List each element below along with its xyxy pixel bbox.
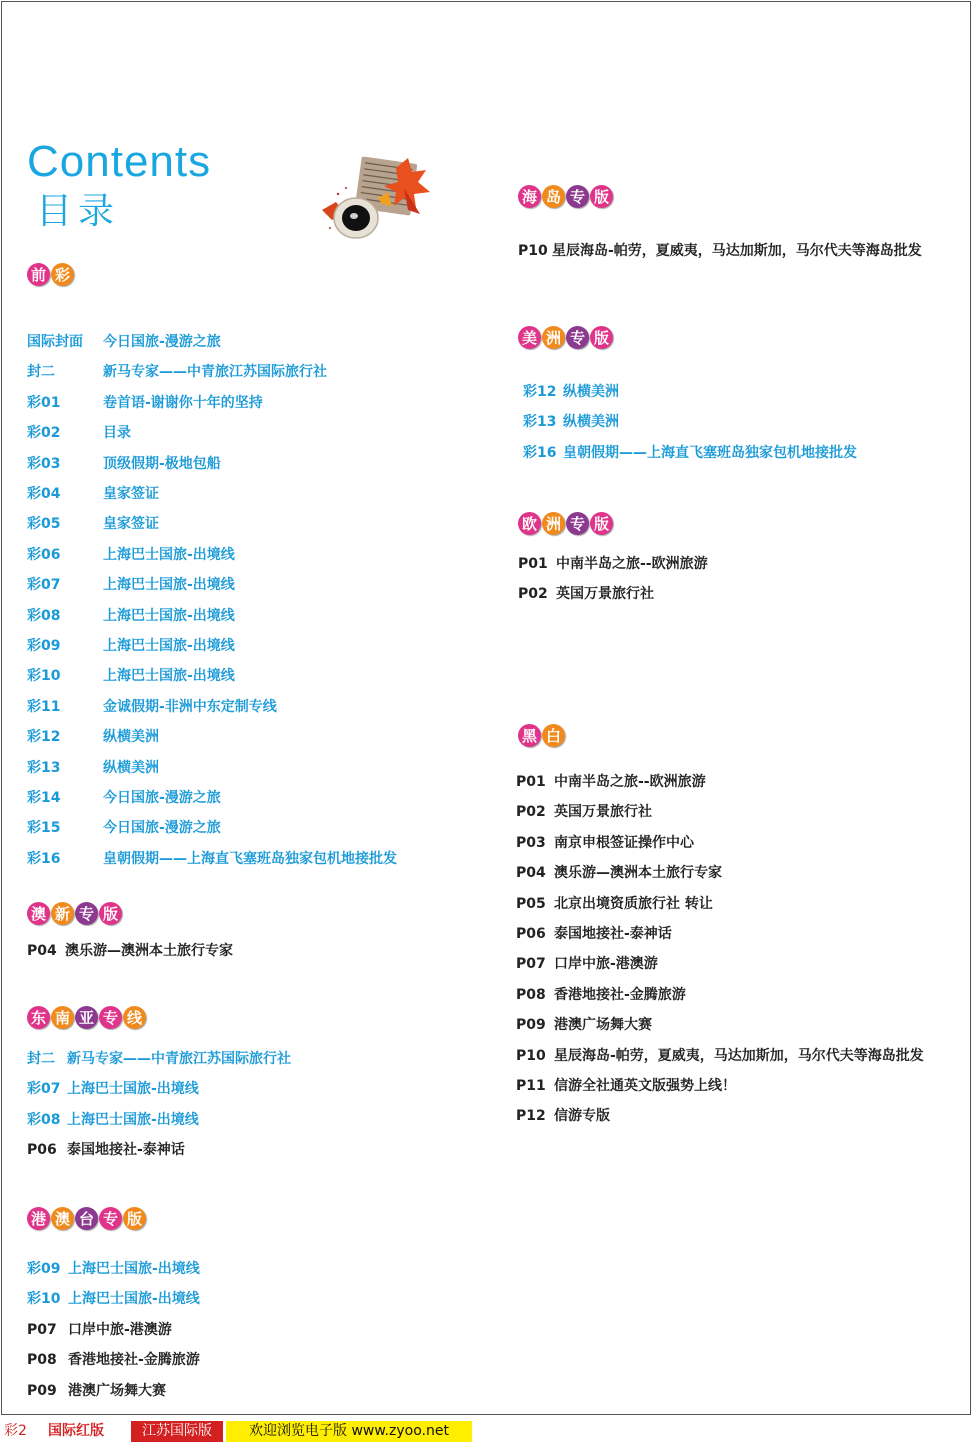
toc-entry-title: 金诚假期-非洲中东定制专线	[103, 698, 277, 715]
toc-entry-title: 英国万景旅行社	[554, 804, 652, 821]
toc-entry[interactable]	[27, 485, 159, 503]
toc-entry-code: P09	[27, 1382, 57, 1399]
toc-entry-title: 泰国地接社-泰神话	[554, 926, 672, 942]
section-header	[27, 1006, 146, 1030]
section-title-chip: 专	[99, 1006, 122, 1029]
section-title-chip: 前	[27, 263, 50, 286]
toc-entry-title: 澳乐游—澳洲本土旅行专家	[554, 865, 722, 882]
toc-entry-code: 彩08	[27, 1111, 61, 1128]
section-header	[27, 1207, 146, 1231]
toc-entry-code: P01	[518, 556, 548, 572]
toc-entry[interactable]	[516, 834, 694, 852]
toc-entry[interactable]	[27, 819, 221, 837]
toc-entry-code: 彩16	[27, 850, 61, 867]
toc-entry[interactable]	[516, 1016, 652, 1034]
section-title-chip: 洲	[542, 326, 565, 349]
toc-entry-title: 中南半岛之旅--欧洲旅游	[556, 556, 708, 572]
section-title-chip: 专	[99, 1207, 122, 1230]
toc-entry[interactable]	[27, 576, 235, 594]
toc-entry-title: 香港地接社-金腾旅游	[68, 1352, 200, 1369]
toc-entry[interactable]	[523, 444, 857, 462]
section-heibai	[516, 724, 924, 1125]
toc-entry[interactable]	[516, 803, 652, 821]
section-header	[518, 326, 613, 350]
edition-badge: 江苏国际版	[131, 1421, 223, 1442]
toc-entry[interactable]	[516, 955, 658, 973]
toc-entry-code: 彩07	[27, 577, 61, 594]
toc-entry[interactable]	[516, 986, 686, 1004]
toc-entry[interactable]	[27, 515, 159, 533]
section-dongnanya	[27, 1006, 291, 1159]
toc-entry[interactable]	[523, 383, 619, 401]
toc-entry-title: 口岸中旅-港澳游	[68, 1321, 172, 1338]
toc-entry[interactable]	[27, 1382, 166, 1400]
toc-entry-title: 信游专版	[554, 1108, 610, 1125]
toc-entry-title: 皇朝假期——上海直飞塞班岛独家包机地接批发	[563, 444, 857, 461]
coffee-leaves-illustration	[318, 154, 436, 246]
toc-entry-title: 上海巴士国旅-出境线	[68, 1261, 200, 1277]
section-haidao	[518, 185, 922, 259]
toc-entry[interactable]	[27, 394, 263, 412]
toc-entry[interactable]	[518, 585, 654, 603]
toc-entry-title: 上海巴士国旅-出境线	[67, 1081, 199, 1098]
section-title-chip: 版	[123, 1207, 146, 1230]
toc-entry-title: 纵横美洲	[563, 384, 619, 400]
section-header	[27, 902, 122, 926]
toc-entry-title: 皇朝假期——上海直飞塞班岛独家包机地接批发	[103, 850, 397, 867]
toc-entry[interactable]	[27, 637, 235, 655]
toc-entry-title: 纵横美洲	[103, 759, 159, 776]
toc-entry[interactable]	[516, 1047, 924, 1065]
toc-entry-code: P08	[516, 986, 546, 1003]
toc-entry-code: P04	[27, 943, 57, 959]
toc-entry-title: 北京出境资质旅行社 转让	[554, 895, 713, 912]
section-title-chip: 澳	[51, 1207, 74, 1230]
toc-entry-title: 皇家签证	[103, 486, 159, 502]
toc-entry-title: 卷首语-谢谢你十年的坚持	[103, 394, 263, 411]
toc-entry-code: 彩04	[27, 486, 61, 502]
toc-entry-code: P06	[516, 926, 546, 942]
section-title-chip: 台	[75, 1207, 98, 1230]
toc-entry-title: 星辰海岛-帕劳，夏威夷，马达加斯加，马尔代夫等海岛批发	[552, 243, 922, 259]
section-title-chip: 版	[590, 512, 613, 535]
section-aoxin	[27, 902, 233, 959]
toc-entry-title: 上海巴士国旅-出境线	[103, 546, 235, 563]
toc-entry-code: 彩10	[27, 668, 61, 685]
toc-entry[interactable]	[516, 864, 722, 882]
toc-entry-title: 泰国地接社-泰神话	[67, 1142, 185, 1159]
toc-entry-code: 彩13	[27, 759, 61, 776]
edition-label: 国际红版	[48, 1423, 104, 1439]
toc-entry-code: 彩15	[27, 820, 61, 837]
toc-entry-title: 香港地接社-金腾旅游	[554, 986, 686, 1003]
toc-entry-code: P08	[27, 1352, 57, 1369]
toc-entry[interactable]	[516, 925, 672, 943]
section-title-chip: 白	[542, 724, 565, 747]
toc-entry[interactable]	[27, 1141, 185, 1159]
toc-entry-title: 上海巴士国旅-出境线	[67, 1111, 199, 1128]
toc-entry-code: 彩09	[27, 1261, 61, 1277]
toc-entry[interactable]	[27, 1080, 199, 1098]
toc-entry-code: P05	[516, 895, 546, 912]
website-banner[interactable]: 欢迎浏览电子版 www.zyoo.net	[226, 1421, 472, 1442]
section-title-chip: 彩	[51, 263, 74, 286]
toc-entry[interactable]	[27, 363, 327, 381]
section-header	[518, 185, 613, 209]
toc-entry[interactable]	[27, 1290, 200, 1308]
toc-entry[interactable]	[27, 1321, 172, 1339]
toc-entry[interactable]	[518, 555, 708, 573]
toc-entry[interactable]	[27, 546, 235, 564]
toc-entry[interactable]	[27, 942, 233, 960]
contents-title: Contents	[27, 137, 212, 186]
toc-entry-title: 今日国旅-漫游之旅	[103, 820, 221, 837]
toc-entry-title: 目录	[103, 425, 131, 442]
toc-entry-title: 新马专家——中青旅江苏国际旅行社	[103, 364, 327, 381]
section-title-chip: 岛	[542, 185, 565, 208]
toc-entry-code: P10	[516, 1047, 546, 1064]
toc-entry-code: 彩12	[27, 729, 61, 746]
toc-entry-code: P12	[516, 1108, 546, 1125]
toc-entry-title: 纵横美洲	[563, 414, 619, 431]
section-title-chip: 东	[27, 1006, 50, 1029]
section-title-chip: 港	[27, 1207, 50, 1230]
toc-entry-code: 国际封面	[27, 334, 83, 350]
toc-entry-code: P04	[516, 865, 546, 882]
toc-entry[interactable]	[27, 333, 221, 351]
toc-entry[interactable]	[27, 1260, 200, 1278]
toc-entry-title: 星辰海岛-帕劳，夏威夷，马达加斯加，马尔代夫等海岛批发	[554, 1047, 924, 1064]
footer-bar	[0, 1421, 974, 1442]
section-title-chip: 欧	[518, 512, 541, 535]
section-header	[27, 263, 74, 287]
toc-entry[interactable]	[27, 1111, 199, 1129]
section-title-chip: 版	[590, 185, 613, 208]
toc-entry-code: P07	[27, 1321, 57, 1338]
toc-entry-code: P10	[518, 243, 548, 259]
section-title-chip: 专	[566, 326, 589, 349]
toc-entry[interactable]	[27, 607, 235, 625]
toc-entry-title: 皇家签证	[103, 516, 159, 533]
contents-title-cn: 目录	[36, 191, 121, 232]
toc-entry[interactable]	[27, 1050, 291, 1068]
section-title-chip: 黑	[518, 724, 541, 747]
toc-entry-title: 上海巴士国旅-出境线	[103, 668, 235, 685]
toc-entry[interactable]	[516, 1077, 736, 1095]
toc-entry-code: 彩01	[27, 394, 61, 411]
toc-entry-code: P02	[518, 586, 548, 603]
section-title-chip: 南	[51, 1006, 74, 1029]
section-title-chip: 专	[566, 512, 589, 535]
section-title-chip: 版	[590, 326, 613, 349]
toc-entry-code: 彩07	[27, 1081, 61, 1098]
toc-entry-title: 上海巴士国旅-出境线	[68, 1291, 200, 1308]
toc-entry-code: 封二	[27, 1051, 55, 1067]
section-title-chip: 专	[75, 902, 98, 925]
toc-entry-code: P03	[516, 834, 546, 851]
toc-entry-code: P01	[516, 774, 546, 790]
section-title-chip: 洲	[542, 512, 565, 535]
toc-entry-title: 上海巴士国旅-出境线	[103, 638, 235, 654]
section-qiancai	[27, 263, 397, 867]
section-title-chip: 亚	[75, 1006, 98, 1029]
section-title-chip: 海	[518, 185, 541, 208]
toc-entry-code: 彩12	[523, 384, 557, 400]
toc-entry-title: 口岸中旅-港澳游	[554, 956, 658, 973]
toc-entry[interactable]	[27, 789, 221, 807]
toc-entry[interactable]	[27, 455, 221, 473]
page-number: 彩2	[4, 1423, 27, 1439]
toc-entry-code: P02	[516, 804, 546, 821]
toc-entry[interactable]	[27, 698, 277, 716]
toc-entry-title: 新马专家——中青旅江苏国际旅行社	[67, 1051, 291, 1067]
toc-entry-code: 彩14	[27, 790, 61, 806]
toc-entry-title: 中南半岛之旅--欧洲旅游	[554, 774, 706, 790]
toc-entry[interactable]	[27, 424, 131, 442]
toc-entry-title: 英国万景旅行社	[556, 586, 654, 603]
section-ouzhou	[518, 512, 708, 603]
toc-entry-title: 澳乐游—澳洲本土旅行专家	[65, 943, 233, 959]
toc-entry-title: 顶级假期-极地包船	[103, 455, 221, 472]
toc-entry-title: 上海巴士国旅-出境线	[103, 577, 235, 594]
toc-entry-code: 彩13	[523, 414, 557, 431]
toc-entry-title: 信游全社通英文版强势上线！	[554, 1078, 736, 1094]
toc-entry-code: P06	[27, 1142, 57, 1159]
toc-entry-code: 彩05	[27, 516, 61, 533]
section-title-chip: 美	[518, 326, 541, 349]
section-gangaotai	[27, 1207, 200, 1399]
section-title-chip: 新	[51, 902, 74, 925]
toc-entry[interactable]	[27, 850, 397, 868]
toc-entry[interactable]	[523, 413, 619, 431]
toc-entry-title: 纵横美洲	[103, 729, 159, 746]
toc-entry[interactable]	[518, 242, 922, 260]
toc-entry-code: 彩16	[523, 444, 557, 461]
toc-entry-title: 今日国旅-漫游之旅	[103, 334, 221, 350]
toc-entry-code: P07	[516, 956, 546, 973]
toc-entry-code: 彩11	[27, 698, 61, 715]
section-title-chip: 版	[99, 902, 122, 925]
toc-entry-code: 彩10	[27, 1291, 61, 1308]
toc-entry-title: 港澳广场舞大赛	[554, 1017, 652, 1034]
section-header	[518, 512, 613, 536]
toc-entry-code: 彩02	[27, 425, 61, 442]
toc-entry-code: 彩06	[27, 546, 61, 563]
toc-entry-code: 封二	[27, 364, 55, 381]
section-title-chip: 澳	[27, 902, 50, 925]
toc-entry-code: 彩03	[27, 455, 61, 472]
toc-entry-title: 南京申根签证操作中心	[554, 834, 694, 851]
toc-entry-code: P11	[516, 1078, 546, 1094]
section-title-chip: 专	[566, 185, 589, 208]
toc-entry[interactable]	[27, 1351, 200, 1369]
toc-entry[interactable]	[516, 773, 706, 791]
toc-entry[interactable]	[27, 728, 159, 746]
section-meizhou	[518, 326, 857, 461]
toc-entry[interactable]	[27, 759, 159, 777]
toc-entry-code: 彩09	[27, 638, 61, 654]
section-title-chip: 线	[123, 1006, 146, 1029]
toc-entry-code: 彩08	[27, 607, 61, 624]
toc-entry-title: 港澳广场舞大赛	[68, 1382, 166, 1399]
toc-entry[interactable]	[516, 895, 713, 913]
toc-entry-code: P09	[516, 1017, 546, 1034]
toc-entry[interactable]	[516, 1107, 610, 1125]
toc-entry-title: 今日国旅-漫游之旅	[103, 790, 221, 806]
toc-entry-title: 上海巴士国旅-出境线	[103, 607, 235, 624]
toc-entry[interactable]	[27, 667, 235, 685]
section-header	[518, 724, 565, 748]
